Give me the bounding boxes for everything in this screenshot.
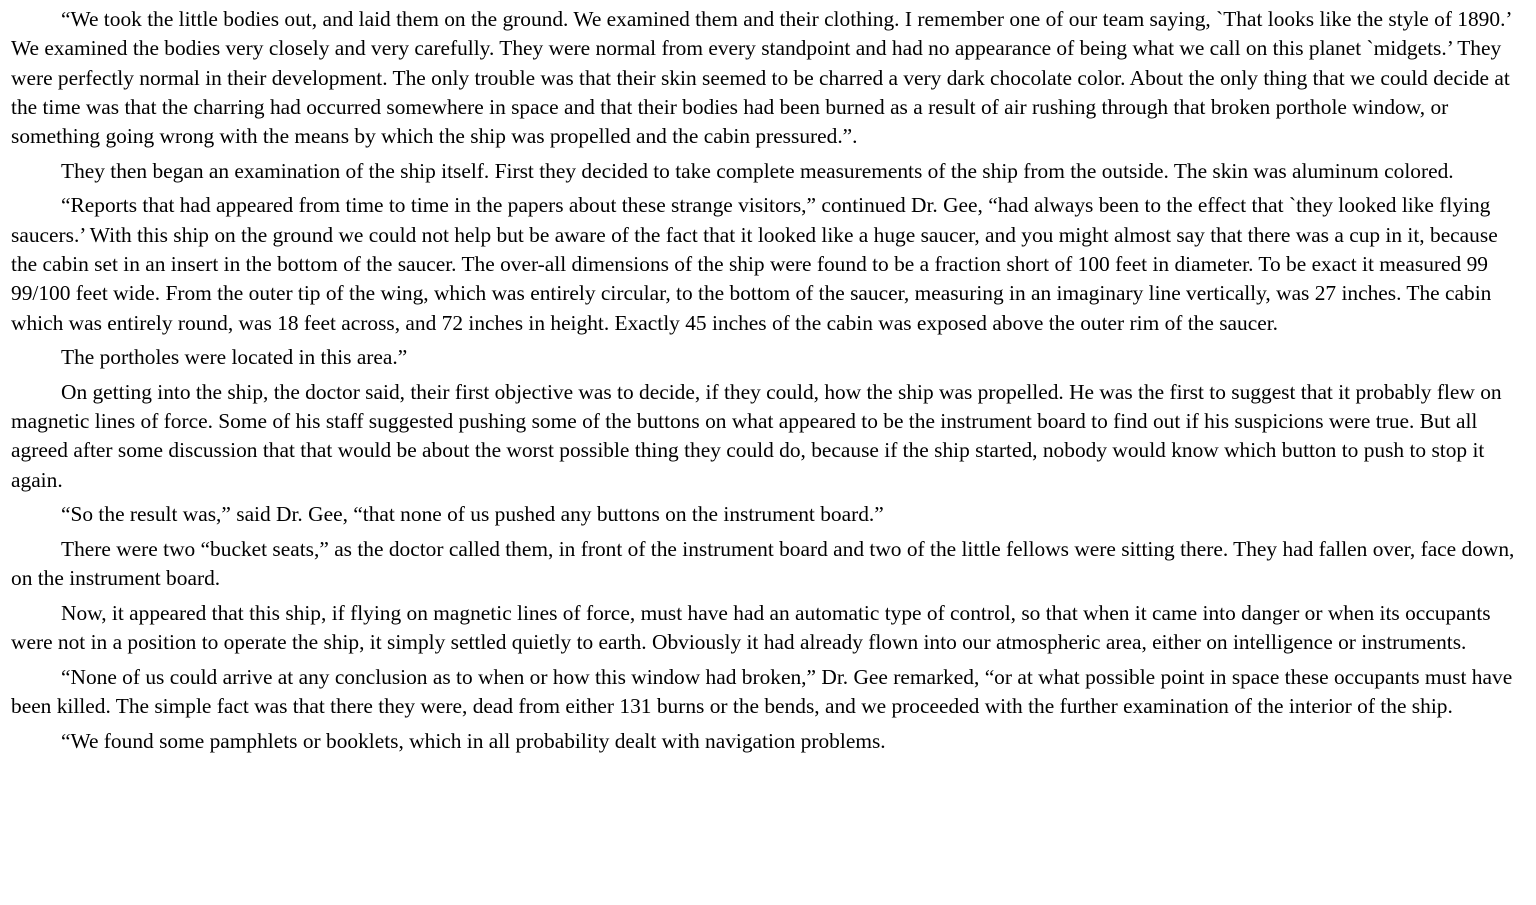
paragraph-ship-measurements: They then began an examination of the ship itself. First they decided to take complete measurements of the ship from the outside. The skin was aluminum colored. — [61, 158, 1454, 183]
paragraph-saucer-dimensions: “Reports that had appeared from time to time in the papers about these strange visitors,” continued Dr. Gee, “had always been to the effect that `they looked like flying saucers.’ With this ship on the ground we could not help but be aware of the fact that it looked like a huge saucer, and you might almost say that there was a cup in it, because the cabin set in an insert in the bottom of the saucer. The over-all dimensions of the ship were found to be a fraction short of 100 feet in diameter. To be exact it measured 99 99/100 feet wide. From the outer tip of the wing, which was entirely circular, to the bottom of the saucer, measuring in an imaginary line vertically, was 27 inches. The cabin which was entirely round, was 18 feet across, and 72 inches in height. Exactly 45 inches of the cabin was exposed above the outer rim of the saucer. — [11, 193, 1498, 335]
paragraph-pamphlets: “We found some pamphlets or booklets, which in all probability dealt with navigation problems. — [61, 728, 886, 753]
paragraph-broken-window: “None of us could arrive at any conclusion as to when or how this window had broken,” Dr. Gee remarked, “or at what possible point in space these occupants must have been killed. The simple fact was that there they were, dead from either 131 burns or the bends, and we proceeded with the further examination of the interior of the ship. — [11, 664, 1513, 718]
document-page — [11, 5, 1529, 761]
paragraph-automatic-control: Now, it appeared that this ship, if flying on magnetic lines of force, must have had an automatic type of control, so that when it came into danger or when its occupants were not in a position to operate the ship, it simply settled quietly to earth. Obviously it had already flown into our atmospheric area, either on intelligence or instruments. — [11, 600, 1491, 655]
paragraph-no-buttons-pushed: “So the result was,” said Dr. Gee, “that none of us pushed any buttons on the instrument board.” — [61, 502, 884, 527]
paragraph-bodies-examined: “We took the little bodies out, and laid them on the ground. We examined them and their clothing. I remember one of our team saying, `That looks like the style of 1890.’ We examined the bodies very closely and very carefully. They were normal from every standpoint and had no appearance of being what we call on this planet `midgets.’ They were perfectly normal in their development. The only trouble was that their skin seemed to be charred a very dark chocolate color. About the only thing that we could decide at the time was that the charring had occurred somewhere in space and that their bodies had been burned as a result of air rushing through that broken porthole window, or something going wrong with the means by which the ship was propelled and the cabin pressured.”. — [11, 7, 1511, 149]
paragraph-bucket-seats: There were two “bucket seats,” as the doctor called them, in front of the instrument board and two of the little fellows were sitting there. They had fallen over, face down, on the instrument board. — [11, 536, 1515, 591]
paragraph-propulsion: On getting into the ship, the doctor said, their first objective was to decide, if they could, how the ship was propelled. He was the first to suggest that it probably flew on magnetic lines of force. Some of his staff suggested pushing some of the buttons on what appeared to be the instrument board to find out if his suspicions were true. But all agreed after some discussion that that would be about the worst possible thing they could do, because if the ship started, nobody would know which button to push to stop it again. — [11, 379, 1502, 492]
paragraph-portholes: The portholes were located in this area.” — [61, 345, 408, 370]
